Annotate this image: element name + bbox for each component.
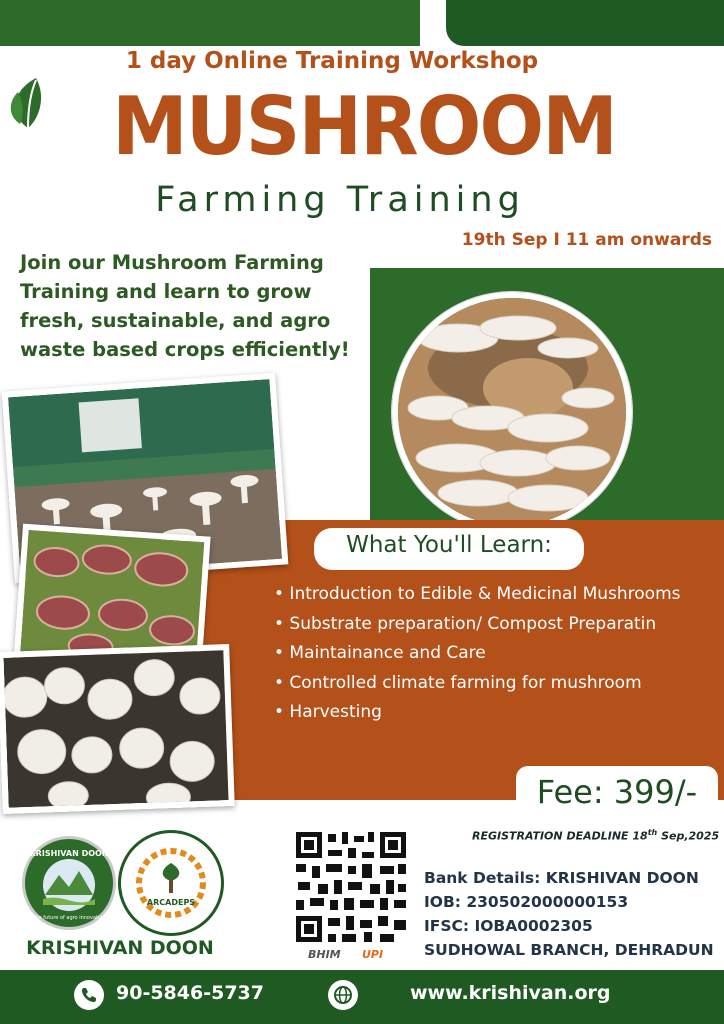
bank-line-name: Bank Details: KRISHIVAN DOON — [424, 869, 699, 887]
bank-line-branch: SUDHOWAL BRANCH, DEHRADUN — [424, 941, 714, 959]
learn-item: • Substrate preparation/ Compost Preparatin — [274, 613, 657, 634]
leaf-icon — [6, 74, 50, 130]
globe-icon — [328, 980, 358, 1010]
phone-number[interactable]: 90-5846-5737 — [116, 982, 264, 1004]
phone-icon — [74, 980, 104, 1010]
learn-list — [262, 580, 718, 728]
fee-text: Fee: 399/- — [536, 773, 698, 811]
farming-training-title: Farming Training — [155, 180, 525, 220]
main-title: MUSHROOM — [112, 80, 616, 173]
logo1-tagline: The future of agro innovation — [32, 915, 106, 921]
registration-deadline-prefix: REGISTRATION DEADLINE 18 — [472, 829, 648, 843]
learn-item: • Introduction to Edible & Medicinal Mushrooms — [274, 584, 681, 604]
workshop-subtitle: 1 day Online Training Workshop — [125, 48, 539, 74]
intro-text: Join our Mushroom Farming Training and learn to grow fresh, sustainable, and agro waste based crops efficiently! — [20, 251, 350, 361]
upi-label: UPI — [362, 948, 384, 961]
bank-line-ifsc: IFSC: IOBA0002305 — [424, 917, 593, 935]
registration-deadline — [472, 828, 719, 843]
button-mushroom-photo — [0, 644, 235, 814]
website-link[interactable]: www.krishivan.org — [410, 982, 611, 1004]
payment-qr[interactable] — [292, 828, 410, 962]
learn-item: • Harvesting — [274, 702, 382, 722]
logo1-text: KRISHIVAN DOON — [29, 849, 109, 858]
oyster-mushroom-photo — [392, 292, 632, 532]
learn-heading: What You'll Learn: — [346, 532, 552, 558]
bank-details — [424, 866, 714, 962]
registration-deadline-sup: th — [647, 828, 658, 837]
footer-bar — [0, 970, 724, 1024]
date-time: 19th Sep I 11 am onwards — [461, 230, 712, 250]
top-bar-left — [0, 0, 420, 46]
arcadeps-logo — [118, 830, 224, 936]
brand-name: KRISHIVAN DOON — [26, 937, 214, 959]
learn-item: • Controlled climate farming for mushroom — [274, 672, 642, 693]
bhim-label: BHIM — [308, 948, 341, 961]
registration-deadline-suffix: Sep,2025 — [657, 829, 720, 843]
learn-item: • Maintainance and Care — [274, 643, 486, 663]
logo2-text: ARCADEPS — [146, 898, 196, 907]
top-bar-right — [446, 0, 724, 46]
bank-line-account: IOB: 230502000000153 — [424, 893, 629, 911]
krishivan-doon-logo — [22, 836, 116, 930]
